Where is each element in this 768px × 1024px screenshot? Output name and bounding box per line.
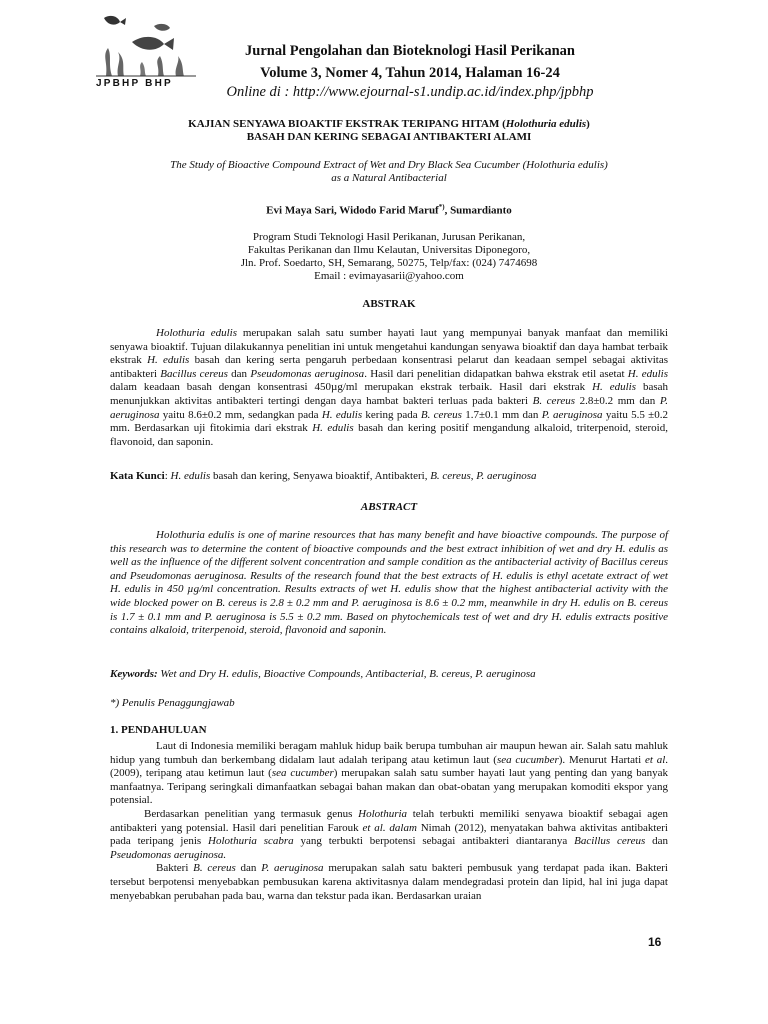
corresponding-author-note: *) Penulis Penaggungjawab <box>110 697 235 709</box>
paper-title <box>110 118 668 144</box>
abstract-body: Holothuria edulis is one of marine resources that has many benefit and have bioactive compounds. The purpose of this research was to determine the content of bioactive compounds and the best extract inhibition of wet and dry H. edulis as well as the influence of the different solvent concentration and sample condition as the antibacterial activity of Bacillus cereus and Pseudomonas aeruginosa. Results of the research found that the best extracts of H. edulis is ethyl acetate extract of wet H. edulis in 450 µg/ml concentration. Results extracts of wet H. edulis show that the highest antibacterial activity with the wide blocked power on B. cereus is 2.8 ± 0.2 mm and P. aeruginosa is 8.6 ± 0.2 mm, meanwhile in dry H. edulis on B. cereus is 1.7 ± 0.1 mm and P. aeruginosa is 5.5 ± 0.2 mm. Based on phytochemicals test of wet and dry H. edulis extracts positive contains alkaloid, triterpenoid, steroid, flavonoid and saponin. <box>110 529 668 637</box>
affiliation-line: Jln. Prof. Soedarto, SH, Semarang, 50275, Telp/fax: (024) 7474698 <box>240 257 538 269</box>
abstrak-body: Holothuria edulis merupakan salah satu sumber hayati laut yang mempunyai banyak manfaat dan memiliki senyawa bioaktif. Tujuan dilakukannya penelitian ini untuk mengetahui kandungan senyawa bioaktif dan daya hambat terbaik ekstrak H. edulis basah dan kering serta pengaruh perbedaan konsentrasi pelarut dan keadaan sempel sebagai aktivitas antibakteri Bacillus cereus dan Pseudomonas aeruginosa. Hasil dari penelitian didapatkan bahwa ekstrak etil asetat H. edulis dalam keadaan basah dengan konsentrasi 450µg/ml merupakan ekstrak terbaik. Hasil dari ekstrak H. edulis basah menunjukkan aktivitas antibakteri tertingi dengan daya hambat bakteri terluas pada bakteri B. cereus 2.8±0.2 mm dan P. aeruginosa yaitu 8.6±0.2 mm, sedangkan pada H. edulis kering pada B. cereus 1.7±0.1 mm dan P. aeruginosa yaitu 5.5 ±0.2 mm. Berdasarkan uji fitokimia dari ekstrak H. edulis basah dan kering positif mengandung alkaloid, triterpenoid, steroid, flavonoid, dan saponin. <box>110 327 668 448</box>
authors: Evi Maya Sari, Widodo Farid Maruf*), Sumardianto <box>266 203 512 217</box>
affiliation <box>110 231 668 283</box>
paragraph: Laut di Indonesia memiliki beragam mahluk hidup baik berupa tumbuhan air maupun hewan air. Salah satu mahluk hidup yang tumbuh dan berkembang didalam laut adalah teripang atau ketimun laut (sea cucumber). Menurut Hartati et al. (2009), teripang atau ketimun laut (sea cucumber) merupakan salah satu sumber hayati laut yang penting dan yang banyak manfaatnya. Teripang seringkali dimanfaatkan sebagai bahan makan dan obat-obatan yang merupakan komoditi ekspor yang potensial. <box>110 740 668 807</box>
keywords: Keywords: Wet and Dry H. edulis, Bioactive Compounds, Antibacterial, B. cereus, P. aeruginosa <box>110 668 536 680</box>
journal-name: Jurnal Pengolahan dan Bioteknologi Hasil Perikanan <box>245 43 575 59</box>
author-email[interactable]: Email : evimayasarii@yahoo.com <box>314 270 464 282</box>
paper-subtitle <box>110 159 668 185</box>
subtitle-line-1: The Study of Bioactive Compound Extract of Wet and Dry Black Sea Cucumber (Holothuria edulis) <box>170 159 608 171</box>
affiliation-line: Program Studi Teknologi Hasil Perikanan, Jurusan Perikanan, <box>252 231 526 243</box>
kata-kunci: Kata Kunci: H. edulis basah dan kering, Senyawa bioaktif, Antibakteri, B. cereus, P. aeruginosa <box>110 470 537 482</box>
title-line-2: BASAH DAN KERING SEBAGAI ANTIBAKTERI ALAMI <box>246 131 532 143</box>
section-heading-pendahuluan: 1. PENDAHULUAN <box>110 724 207 736</box>
pendahuluan-body <box>110 740 668 903</box>
abstract-heading: ABSTRACT <box>360 501 418 513</box>
subtitle-line-2: as a Natural Antibacterial <box>331 172 447 184</box>
page-number: 16 <box>648 935 662 949</box>
journal-logo <box>96 12 196 98</box>
affiliation-line: Fakultas Perikanan dan Ilmu Kelautan, Universitas Diponegoro, <box>247 244 531 256</box>
abstrak-heading: ABSTRAK <box>362 298 416 310</box>
paragraph: Berdasarkan penelitian yang termasuk genus Holothuria telah terbukti memiliki senyawa bioaktif sebagai agen antibakteri yang potensial. Hasil dari penelitian Farouk et al. dalam Nimah (2012), menyatakan bahwa aktivitas antibakteri pada teripang jenis Holothuria scabra yang terbukti berpotensi sebagai antibakteri diantaranya Bacillus cereus dan Pseudomonas aeruginosa. <box>110 807 668 861</box>
title-line-1: KAJIAN SENYAWA BIOAKTIF EKSTRAK TERIPANG HITAM (Holothuria edulis) <box>188 118 590 130</box>
journal-online-link[interactable]: Online di : http://www.ejournal-s1.undip.ac.id/index.php/jpbhp <box>226 84 594 100</box>
logo-text: JPBHP BHP <box>96 78 173 89</box>
journal-volume: Volume 3, Nomer 4, Tahun 2014, Halaman 16-24 <box>260 65 560 81</box>
fish-logo-icon <box>96 12 196 78</box>
paragraph: Bakteri B. cereus dan P. aeruginosa merupakan salah satu bakteri pembusuk yang terdapat pada ikan. Bakteri tersebut berpotensi menyebabkan pembusukan karena aktivitasnya dalam mendegradasi protein dan lipid, hal ini juga dapat menyebabkan perubahan pada bau, warna dan tekstur pada ikan. Berdasarkan uraian <box>110 862 668 902</box>
